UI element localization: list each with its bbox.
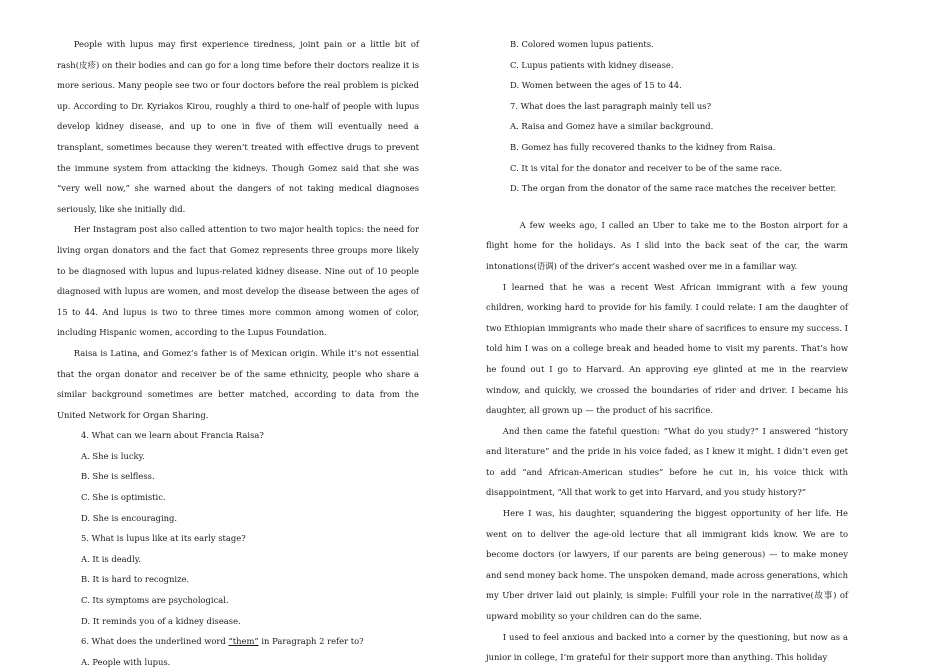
passage-paragraph: Here I was, his daughter, squandering the biggest opportunity of her life. He went on to deliver the age-old lecture that all immigrant kids know. We are to become doctors (or lawyers, if our parents are being generous) — to make money and send money back home. The unspoken demand, made across generations, which my Uber driver laid out plainly, is simple: Fulfill your role in the narrative(故事) of upward mobility so your children can do the same. [486,508,848,622]
question-5-option-c: C. Its symptoms are psychological. [81,595,229,606]
question-6-prefix: 6. What does the underlined word [81,636,229,647]
question-5-option-a: A. It is deadly. [81,553,141,564]
passage-paragraph: Her Instagram post also called attention to two major health topics: the need for living organ donators and the fact that Gomez represents three groups more likely to be diagnosed with lupus and lupus-related kidney disease. Nine out of 10 people diagnosed with lupus are women, and most develop the disease between the ages of 15 to 44. And lupus is two to three times more common among women of color, including Hispanic women, according to the Lupus Foundation. [57,224,419,338]
question-5-option-b: B. It is hard to recognize. [81,574,190,585]
question-6-underlined-word: “them” [228,636,259,647]
question-4-option-c: C. She is optimistic. [81,492,166,503]
passage-paragraph: I used to feel anxious and backed into a corner by the questioning, but now as a junior in college, I’m grateful for their support more than anything. This holiday [486,631,848,663]
question-6-option-a: A. People with lupus. [81,656,171,667]
question-7: 7. What does the last paragraph mainly tell us? [510,100,712,111]
passage-paragraph: A few weeks ago, I called an Uber to take me to the Boston airport for a flight home for the holidays. As I slid into the back seat of the car, the warm intonations(语调) of the driver’s accent washed over me in a familiar way. [486,219,848,271]
passage-paragraph: I learned that he was a recent West African immigrant with a few young children, working hard to provide for his family. I could relate: I am the daughter of two Ethiopian immigrants who made their share of sacrifices to ensure my success. I told him I was on a college break and headed home to visit my parents. That’s how he found out I go to Harvard. An approving eye glinted at me in the rearview window, and quickly, we crossed the boundaries of rider and driver. I became his daughter, all grown up — the product of his sacrifice. [486,281,848,416]
right-column [486,34,848,668]
question-4: 4. What can we learn about Francia Raisa? [81,430,264,441]
question-7-option-b: B. Gomez has fully recovered thanks to the kidney from Raisa. [510,141,776,152]
passage-paragraph: People with lupus may first experience tiredness, joint pain or a little bit of rash(皮疹) on their bodies and can go for a long time before their doctors realize it is more serious. Many people see two or four doctors before the real problem is picked up. According to Dr. Kyriakos Kirou, roughly a third to one-half of people with lupus develop kidney disease, and up to one in five of them will eventually need a transplant, sometimes because they weren’t treated with effective drugs to prevent the immune system from attacking the kidneys. Though Gomez said that she was “very well now,” she warned about the dangers of not taking medical diagnoses seriously, like she initially did. [57,39,419,214]
question-6-option-d: D. Women between the ages of 15 to 44. [510,80,682,91]
question-6-option-b: B. Colored women lupus patients. [510,39,654,49]
question-6 [57,631,419,652]
question-5: 5. What is lupus like at its early stage? [81,533,246,544]
passage-paragraph: And then came the fateful question: “What do you study?” I answered “history and literature” and the pride in his voice faded, as I knew it might. I didn’t even get to add “and African-American studies” before he cut in, his voice thick with disappointment, “All that work to get into Harvard, and you study history?” [486,425,848,498]
question-5-option-d: D. It reminds you of a kidney disease. [81,615,241,626]
section-gap [486,199,848,215]
question-7-option-a: A. Raisa and Gomez have a similar background. [510,121,714,132]
question-6-suffix: in Paragraph 2 refer to? [258,636,364,647]
question-7-option-c: C. It is vital for the donator and receiver to be of the same race. [510,162,783,173]
question-4-option-b: B. She is selfless. [81,471,155,482]
question-6-option-c: C. Lupus patients with kidney disease. [510,59,674,70]
left-column [57,34,419,672]
question-4-option-a: A. She is lucky. [81,450,145,461]
question-4-option-d: D. She is encouraging. [81,512,178,523]
question-7-option-d: D. The organ from the donator of the same race matches the receiver better. [510,183,837,194]
passage-paragraph: Raisa is Latina, and Gomez’s father is of Mexican origin. While it’s not essential that the organ donator and receiver be of the same ethnicity, people who share a similar background sometimes are better matched, according to data from the United Network for Organ Sharing. [57,347,419,420]
